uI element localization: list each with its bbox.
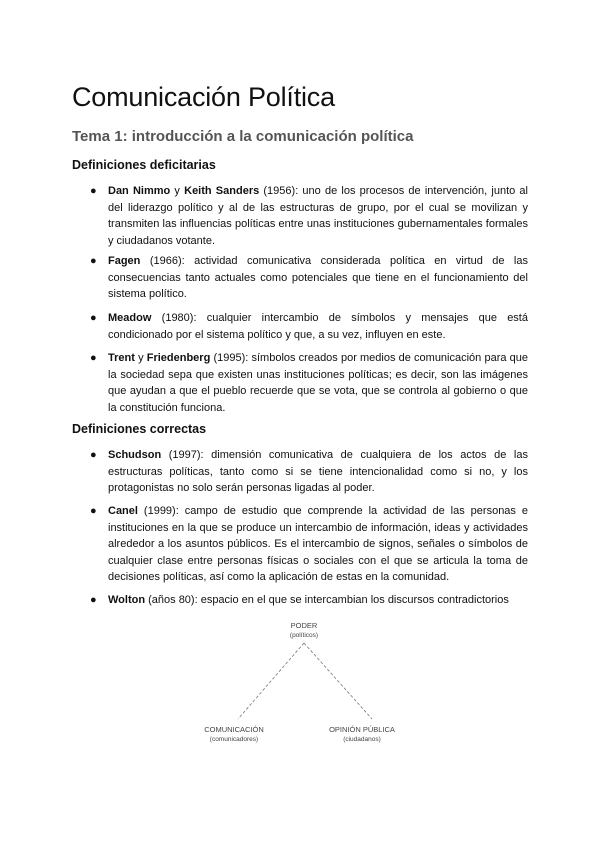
diagram-line-left — [238, 643, 304, 719]
definition-text: (1966): actividad comunicativa considerada política en virtud de las consecuencias tanto actuales como potenciales que tiene en el funcionamiento del sistema político. — [108, 255, 528, 300]
list-item-fagen — [90, 253, 528, 303]
author-name: Canel — [108, 505, 138, 517]
author-name: Meadow — [108, 312, 152, 324]
list-item-schudson — [90, 447, 528, 497]
author-name: Friedenberg — [146, 352, 211, 364]
definition-text: (1997): dimensión comunicativa de cualquiera de los actos de las estructuras políticas, tanto como si se tiene intencionalidad como si no, y los protagonistas no solo serán personas ligadas al poder. — [108, 449, 528, 494]
section-heading-correctas: Definiciones correctas — [72, 422, 207, 436]
diagram-label-comunicacion: COMUNICACIÓN — [204, 725, 264, 734]
author-name: Schudson — [108, 449, 162, 461]
bullet-icon: ● — [90, 449, 97, 461]
bullet-icon: ● — [90, 312, 97, 324]
list-item-wolton — [90, 592, 528, 609]
definition-text: (1995): símbolos creados por medios de comunicación para que la sociedad sepa que existen unas instituciones políticas; es decir, son las imágenes que ayudan a que el pueblo recuerde que se vota, que se controla al gobierno o que la constitución funciona. — [108, 352, 528, 414]
list-item-canel — [90, 503, 528, 586]
diagram-label-opinion: OPINIÓN PÚBLICA — [329, 725, 395, 734]
list-item-nimmo-sanders — [90, 183, 528, 249]
diagram-sub-comunicacion: (comunicadores) — [209, 736, 259, 743]
list-item-trent-friedenberg — [90, 350, 528, 416]
author-name: Dan Nimmo — [108, 185, 171, 197]
definition-text: (1999): campo de estudio que comprende la actividad de las personas e instituciones en la que se produce un intercambio de información, ideas y actividades alrededor a los asuntos públicos. Es el intercambio de signos, señales o símbolos de cualquier clase entre personas físicas o sociales con el que se articula la toma de decisiones políticas, así como la aplicación de estas en la comunidad. — [108, 505, 528, 583]
bullet-icon: ● — [90, 594, 97, 606]
section-heading-deficitarias: Definiciones deficitarias — [72, 158, 216, 172]
connector-text: y — [170, 185, 185, 197]
diagram-sub-poder: (políticos) — [289, 632, 319, 639]
connector-text: y — [134, 352, 147, 364]
bullet-icon: ● — [90, 352, 97, 364]
diagram-line-right — [304, 643, 372, 719]
bullet-icon: ● — [90, 185, 97, 197]
power-triangle-diagram — [190, 615, 420, 755]
definition-text: (1980): cualquier intercambio de símbolos y mensajes que está condicionado por el sistema político y que, a su vez, influyen en este. — [108, 312, 528, 341]
author-name: Trent — [108, 352, 135, 364]
diagram-label-poder: PODER — [290, 621, 318, 630]
author-name: Wolton — [108, 594, 146, 606]
diagram-sub-opinion: (ciudadanos) — [343, 736, 381, 743]
definition-text: (1956): uno de los procesos de intervención, junto al del liderazgo político y al de las estructuras de grupo, por el cual se movilizan y transmiten las influencias políticas entre unas instituciones gubernamentales formales y ciudadanos votante. — [108, 185, 528, 247]
author-name: Keith Sanders — [184, 185, 260, 197]
list-item-meadow — [90, 310, 528, 343]
definition-text: (años 80): espacio en el que se intercambian los discursos contradictorios — [145, 594, 509, 606]
page-title: Comunicación Política — [72, 82, 335, 112]
bullet-icon: ● — [90, 255, 97, 267]
bullet-icon: ● — [90, 505, 97, 517]
author-name: Fagen — [108, 255, 141, 267]
page-subtitle: Tema 1: introducción a la comunicación política — [72, 128, 414, 145]
